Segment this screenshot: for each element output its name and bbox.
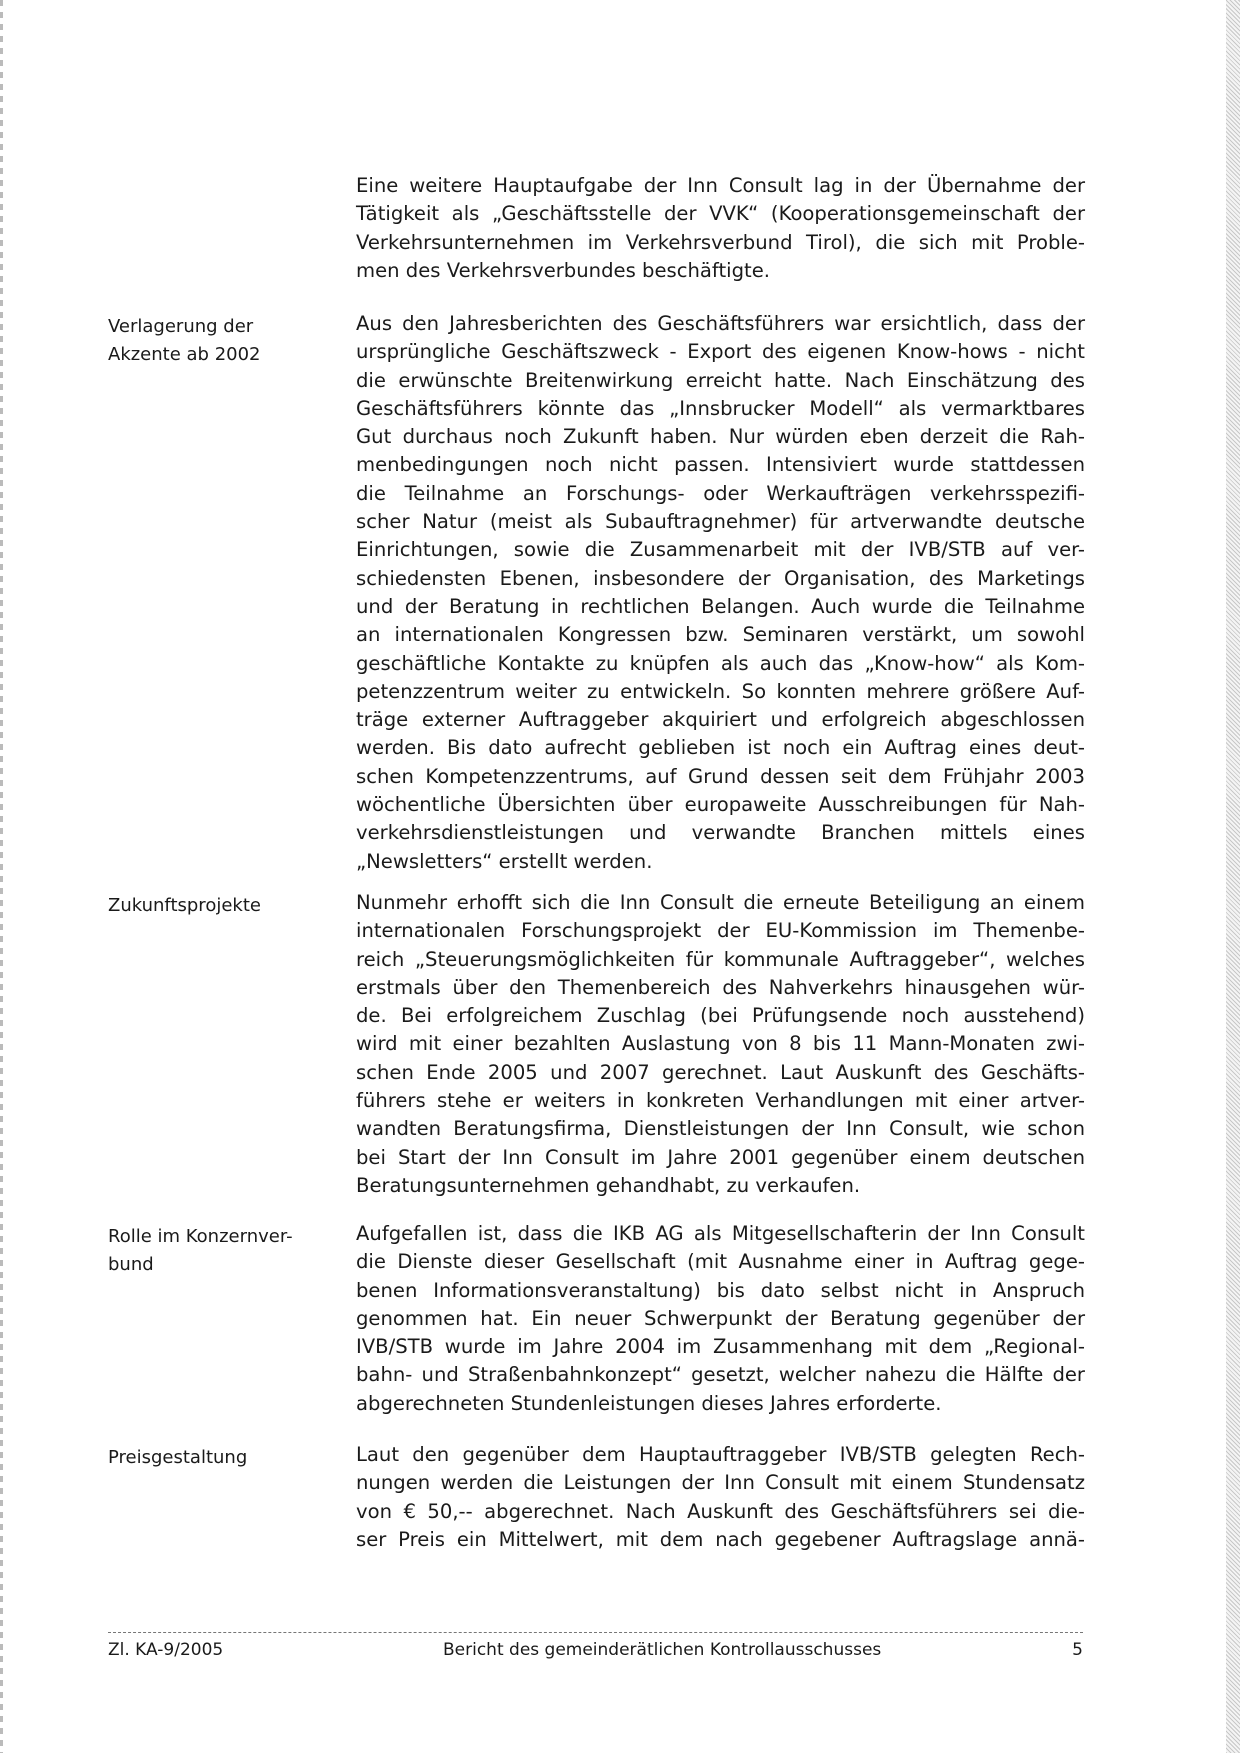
text-line: von € 50,-- abgerechnet. Nach Auskunft des Geschäftsführers sei die- bbox=[356, 1499, 1085, 1523]
text-line: reich „Steuerungsmöglichkeiten für kommunale Auftraggeber“, welches bbox=[356, 947, 1085, 971]
text-line: Gut durchaus noch Zukunft haben. Nur würden eben derzeit die Rah- bbox=[356, 425, 1085, 449]
text-line: die erwünschte Breitenwirkung erreicht hatte. Nach Einschätzung des bbox=[356, 368, 1085, 392]
text-line: erstmals über den Themenbereich des Nahverkehrs hinausgehen wür- bbox=[356, 975, 1085, 999]
text-line: Eine weitere Hauptaufgabe der Inn Consult lag in der Übernahme der bbox=[356, 174, 1085, 197]
text-line: men des Verkehrsverbundes beschäftigte. bbox=[356, 258, 770, 282]
margin-label bbox=[108, 892, 308, 920]
paragraph bbox=[356, 172, 1085, 285]
text-line: scher Natur (meist als Subauftragnehmer) für artverwandte deutsche bbox=[356, 510, 1085, 534]
text-line: wöchentliche Übersichten über europaweite Ausschreibungen für Nah- bbox=[356, 793, 1085, 817]
text-line: IVB/STB wurde im Jahre 2004 im Zusammenhang mit dem „Regional- bbox=[356, 1335, 1085, 1359]
text-line: genommen hat. Ein neuer Schwerpunkt der Beratung gegenüber der bbox=[356, 1306, 1085, 1330]
text-line: internationalen Forschungsprojekt der EU-Kommission im Themenbe- bbox=[356, 919, 1085, 943]
page-number: 5 bbox=[1072, 1640, 1083, 1660]
margin-label-line: Rolle im Konzernver- bbox=[108, 1226, 293, 1247]
margin-label-line: Zukunftsprojekte bbox=[108, 895, 261, 916]
paragraph bbox=[356, 310, 1085, 876]
text-line: petenzzentrum weiter zu entwickeln. So konnten mehrere größere Auf- bbox=[356, 679, 1085, 703]
text-line: schiedensten Ebenen, insbesondere der Organisation, des Marketings bbox=[356, 566, 1085, 590]
footer-divider bbox=[108, 1632, 1083, 1633]
text-line: Laut den gegenüber dem Hauptauftraggeber IVB/STB gelegten Rech- bbox=[356, 1443, 1085, 1466]
text-line: ser Preis ein Mittelwert, mit dem nach gegebener Auftragslage annä- bbox=[356, 1527, 1085, 1551]
margin-label bbox=[108, 1444, 308, 1472]
text-line: „Newsletters“ erstellt werden. bbox=[356, 849, 653, 873]
margin-label bbox=[108, 1223, 308, 1279]
text-line: die Dienste dieser Gesellschaft (mit Ausnahme einer in Auftrag gege- bbox=[356, 1250, 1085, 1274]
margin-label-line: Preisgestaltung bbox=[108, 1447, 248, 1468]
scan-edge-right bbox=[1226, 0, 1240, 1753]
text-line: verkehrsdienstleistungen und verwandte Branchen mittels eines bbox=[356, 821, 1085, 845]
text-line: Beratungsunternehmen gehandhabt, zu verkaufen. bbox=[356, 1173, 861, 1197]
paragraph bbox=[356, 1220, 1085, 1418]
text-line: wandten Beratungsfirma, Dienstleistungen der Inn Consult, wie schon bbox=[356, 1117, 1085, 1141]
text-line: werden. Bis dato aufrecht geblieben ist noch ein Auftrag eines deut- bbox=[356, 736, 1085, 760]
text-line: Nunmehr erhofft sich die Inn Consult die erneute Beteiligung an einem bbox=[356, 891, 1085, 914]
text-line: bahn- und Straßenbahnkonzept“ gesetzt, welcher nahezu die Hälfte der bbox=[356, 1363, 1085, 1387]
text-line: wird mit einer bezahlten Auslastung von 8 bis 11 Mann-Monaten zwi- bbox=[356, 1032, 1085, 1056]
scan-edge-left bbox=[0, 0, 3, 1753]
text-line: nungen werden die Leistungen der Inn Consult mit einem Stundensatz bbox=[356, 1471, 1085, 1495]
text-line: geschäftliche Kontakte zu knüpfen als auch das „Know-how“ als Kom- bbox=[356, 651, 1085, 675]
paragraph bbox=[356, 1441, 1085, 1554]
footer-title: Bericht des gemeinderätlichen Kontrollausschusses bbox=[443, 1640, 882, 1660]
text-line: führers stehe er weiters in konkreten Verhandlungen mit einer artver- bbox=[356, 1089, 1085, 1113]
text-line: de. Bei erfolgreichem Zuschlag (bei Prüfungsende noch ausstehend) bbox=[356, 1004, 1085, 1028]
text-line: Geschäftsführers könnte das „Innsbrucker Modell“ als vermarktbares bbox=[356, 396, 1085, 420]
text-line: Verkehrsunternehmen im Verkehrsverbund Tirol), die sich mit Proble- bbox=[356, 230, 1085, 254]
paragraph bbox=[356, 889, 1085, 1200]
text-line: menbedingungen noch nicht passen. Intensiviert wurde stattdessen bbox=[356, 453, 1085, 477]
text-line: bei Start der Inn Consult im Jahre 2001 gegenüber einem deutschen bbox=[356, 1145, 1085, 1169]
text-line: schen Kompetenzzentrums, auf Grund dessen seit dem Frühjahr 2003 bbox=[356, 764, 1085, 788]
text-line: abgerechneten Stundenleistungen dieses Jahres erforderte. bbox=[356, 1391, 942, 1415]
text-line: schen Ende 2005 und 2007 gerechnet. Laut Auskunft des Geschäfts- bbox=[356, 1060, 1085, 1084]
text-line: Einrichtungen, sowie die Zusammenarbeit mit der IVB/STB auf ver- bbox=[356, 538, 1085, 562]
text-line: benen Informationsveranstaltung) bis dato selbst nicht in Anspruch bbox=[356, 1278, 1085, 1302]
text-line: an internationalen Kongressen bzw. Seminaren verstärkt, um sowohl bbox=[356, 623, 1085, 647]
text-line: träge externer Auftraggeber akquiriert und erfolgreich abgeschlossen bbox=[356, 708, 1085, 732]
margin-label-line: bund bbox=[108, 1254, 154, 1275]
text-line: und der Beratung in rechtlichen Belangen. Auch wurde die Teilnahme bbox=[356, 594, 1085, 618]
text-line: die Teilnahme an Forschungs- oder Werkaufträgen verkehrsspezifi- bbox=[356, 481, 1085, 505]
margin-label bbox=[108, 313, 308, 369]
footer-reference: Zl. KA-9/2005 bbox=[108, 1640, 224, 1660]
margin-label-line: Verlagerung der bbox=[108, 316, 254, 337]
text-line: Aus den Jahresberichten des Geschäftsführers war ersichtlich, dass der bbox=[356, 312, 1085, 335]
text-line: Tätigkeit als „Geschäftsstelle der VVK“ (Kooperationsgemeinschaft der bbox=[356, 202, 1085, 226]
margin-label-line: Akzente ab 2002 bbox=[108, 344, 261, 365]
text-line: Aufgefallen ist, dass die IKB AG als Mitgesellschafterin der Inn Consult bbox=[356, 1222, 1085, 1245]
text-line: ursprüngliche Geschäftszweck - Export des eigenen Know-hows - nicht bbox=[356, 340, 1085, 364]
